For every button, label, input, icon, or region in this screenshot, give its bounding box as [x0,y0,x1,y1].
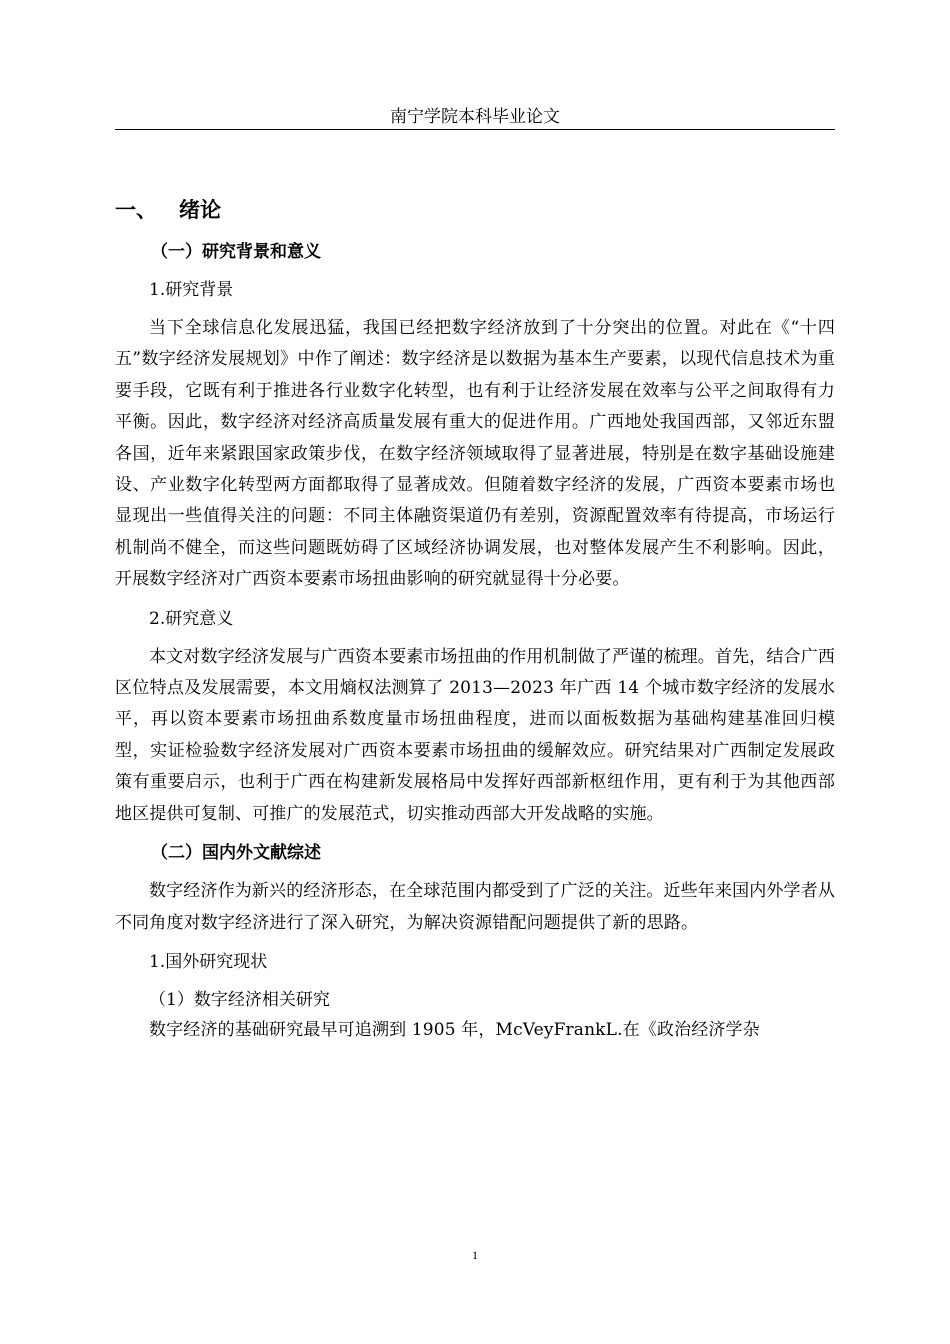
running-header: 南宁学院本科毕业论文 [115,106,835,130]
chapter-heading [115,190,835,230]
item-heading-digital-economy: （1）数字经济相关研究 [149,989,330,1010]
paragraph-digital-economy: 数字经济的基础研究最早可追溯到 1905 年，McVeyFrankL.在《政治经济学杂 [149,1019,760,1040]
subsection-heading-foreign-research: 1.国外研究现状 [149,951,268,972]
section-heading-background: （一）研究背景和意义 [151,242,321,262]
paragraph-significance: 本文对数字经济发展与广西资本要素市场扭曲的作用机制做了严谨的梳理。首先，结合广西区位特点及发展需要，本文用熵权法测算了 2013—2023 年广西 14 个城市数字经济的发展水平，再以资本要素市场扭曲系数度量市场扭曲程度，进而以面板数据为基础构建基准回归模型，实证检验数字经济发展对广西资本要素市场扭曲的缓解效应。研究结果对广西制定发展政策有重要启示，也利于广西在构建新发展格局中发挥好西部新枢纽作用，更有利于为其他西部地区提供可复制、可推广的发展范式，切实推动西部大开发战略的实施。 [115,646,835,824]
paragraph-background: 当下全球信息化发展迅猛，我国已经把数字经济放到了十分突出的位置。对此在《“十四五”数字经济发展规划》中作了阐述：数字经济是以数据为基本生产要素，以现代信息技术为重要手段，它既有利于推进各行业数字化转型，也有利于让经济发展在效率与公平之间取得有力平衡。因此，数字经济对经济高质量发展有重大的促进作用。广西地处我国西部，又邻近东盟各国，近年来紧跟国家政策步伐，在数字经济领域取得了显著进展，特别是在数字基础设施建设、产业数字化转型两方面都取得了显著成效。但随着数字经济的发展，广西资本要素市场也显现出一些值得关注的问题：不同主体融资渠道仍有差别，资源配置效率有待提高，市场运行机制尚不健全，而这些问题既妨碍了区域经济协调发展，也对整体发展产生不利影响。因此，开展数字经济对广西资本要素市场扭曲影响的研究就显得十分必要。 [115,318,835,590]
section-heading-literature: （二）国内外文献综述 [151,843,321,864]
chapter-number: 一、 [115,197,157,222]
page-number: 1 [472,1248,478,1262]
subsection-heading-significance: 2.研究意义 [149,608,234,629]
page-body [115,190,835,1046]
subsection-heading-background: 1.研究背景 [149,280,234,300]
paragraph-literature-intro: 数字经济作为新兴的经济形态，在全球范围内都受到了广泛的关注。近些年来国内外学者从不同角度对数字经济进行了深入研究，为解决资源错配问题提供了新的思路。 [115,881,835,933]
chapter-title: 绪论 [179,197,221,222]
